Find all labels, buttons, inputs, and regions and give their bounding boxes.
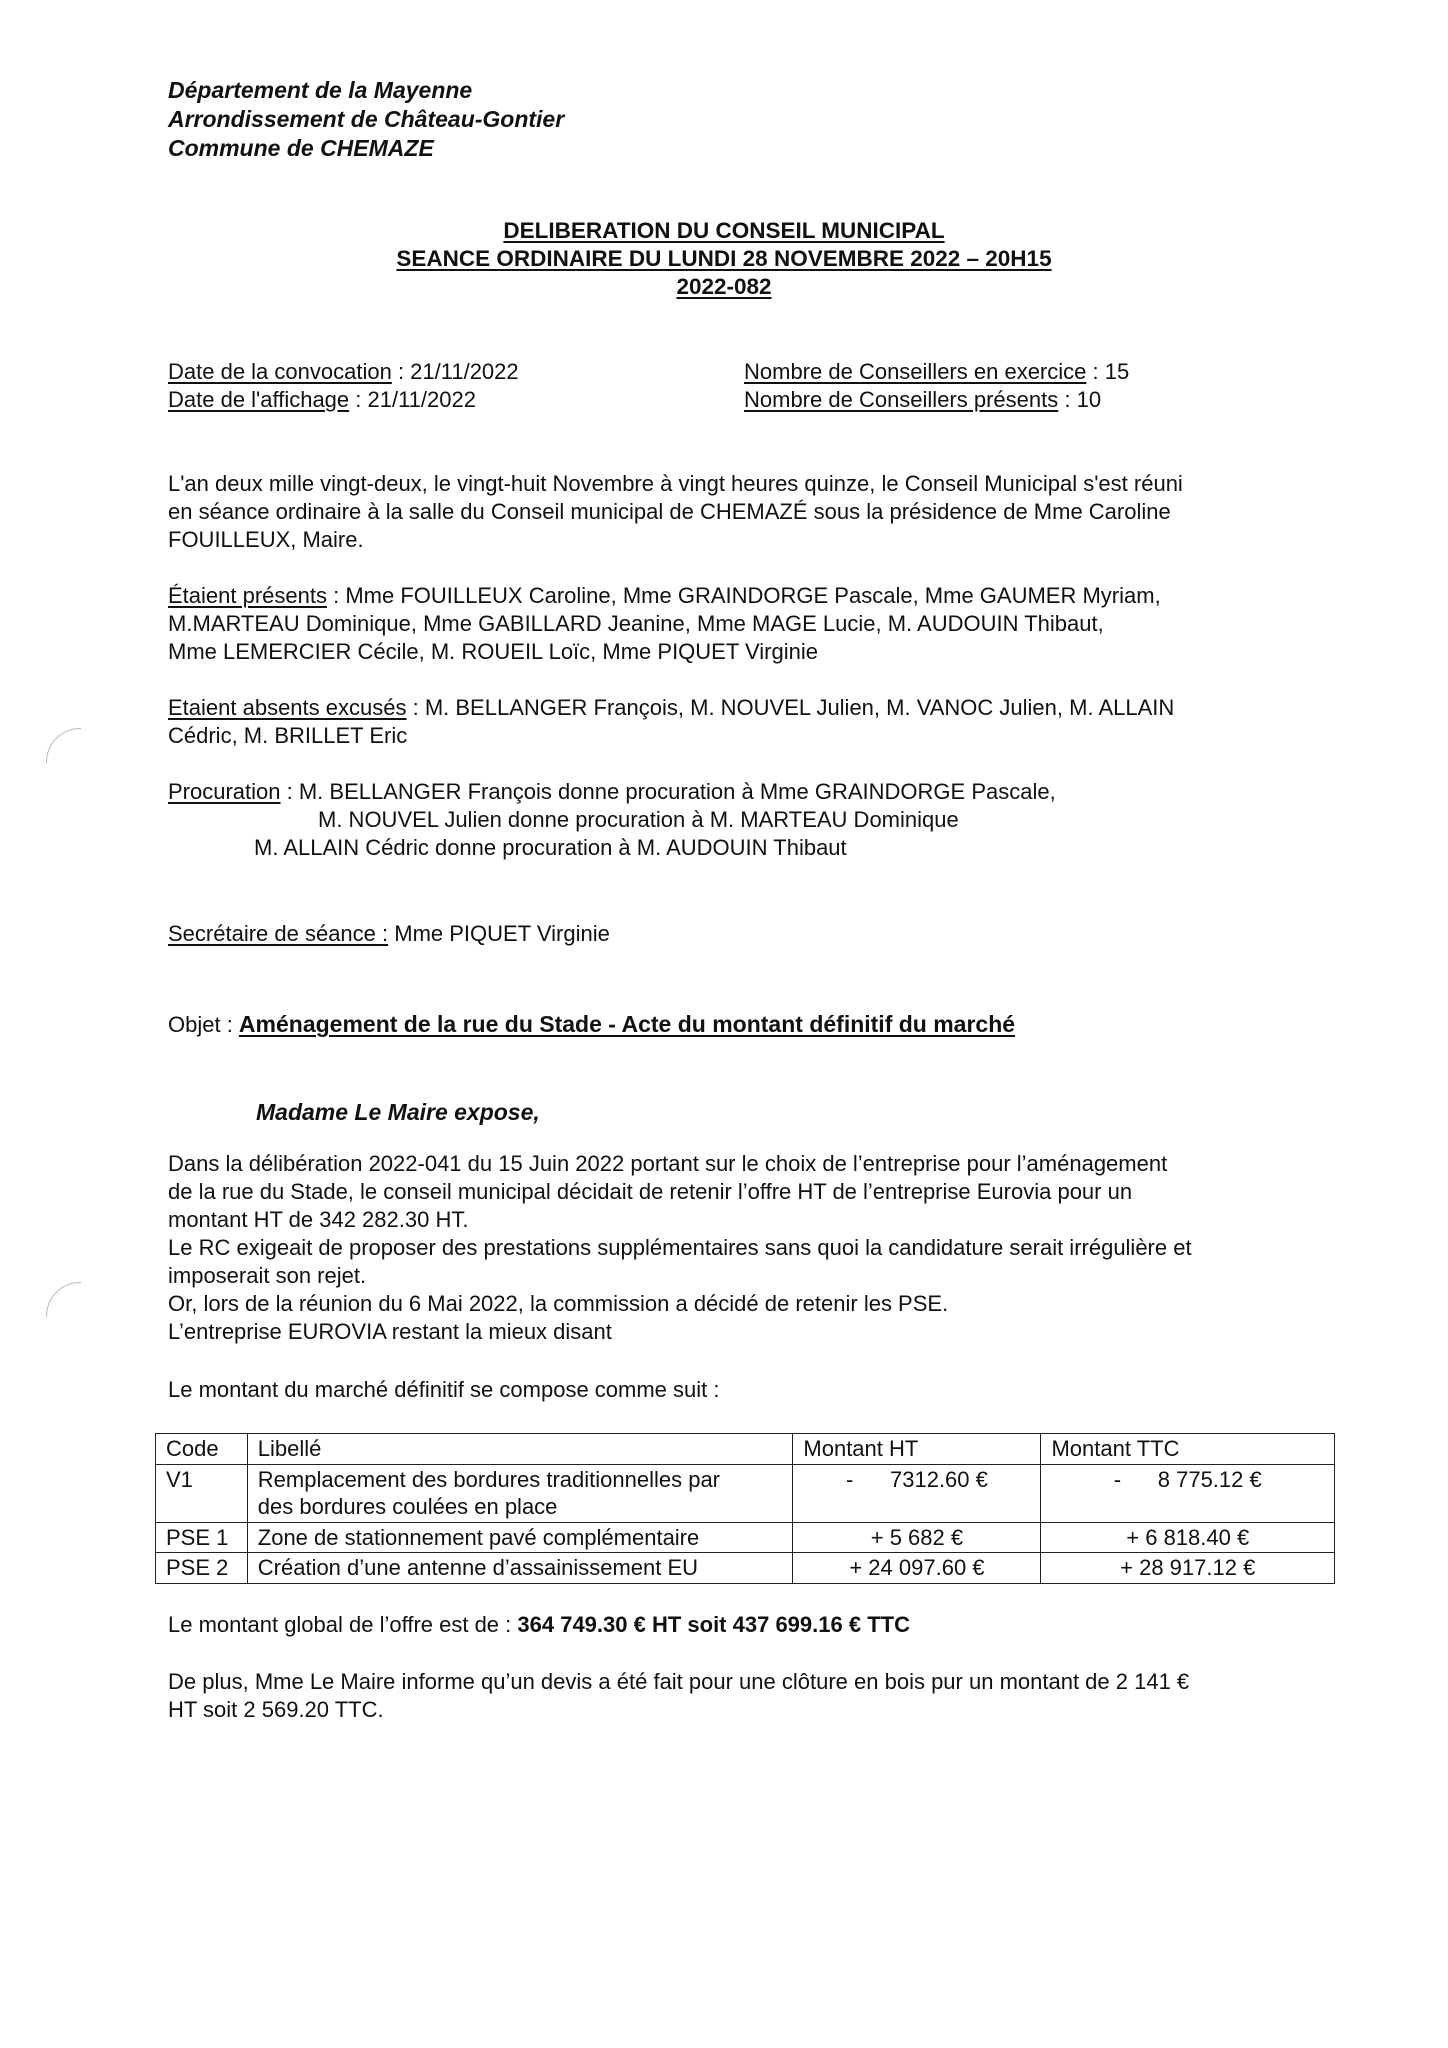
punch-hole-mark — [46, 1282, 81, 1317]
cell-code: V1 — [156, 1464, 248, 1522]
body-line-6: Or, lors de la réunion du 6 Mai 2022, la commission a décidé de retenir les PSE. — [168, 1290, 949, 1316]
cell-montant-ht: + 5 682 € — [793, 1522, 1041, 1553]
objet-line — [168, 1010, 1015, 1039]
body-line-1: Dans la délibération 2022-041 du 15 Juin 2022 portant sur le choix de l’entreprise pour l’aménagement — [168, 1151, 1168, 1176]
body-line-2: de la rue du Stade, le conseil municipal décidait de retenir l’offre HT de l’entreprise Eurovia pour un — [168, 1178, 1133, 1204]
cell-libelle: Création d’une antenne d’assainissement EU — [247, 1553, 793, 1584]
title-line-2: SEANCE ORDINAIRE DU LUNDI 28 NOVEMBRE 2022 – 20H15 — [396, 245, 1052, 271]
meta-convocation — [168, 358, 519, 386]
body-paragraph — [168, 1150, 1323, 1346]
affichage-label: Date de l'affichage — [168, 386, 350, 412]
secretaire-label: Secrétaire de séance : — [168, 921, 389, 946]
presents-line-2: M.MARTEAU Dominique, Mme GABILLARD Jeanine, Mme MAGE Lucie, M. AUDOUIN Thibaut, — [168, 610, 1104, 636]
devis-line-2: HT soit 2 569.20 TTC. — [168, 1696, 384, 1722]
presents-label: Étaient présents — [168, 583, 327, 608]
absents-paragraph — [168, 694, 1323, 750]
presents-paragraph — [168, 582, 1323, 666]
meta-counts — [744, 358, 1129, 414]
procuration-paragraph — [168, 778, 1056, 862]
table-intro: Le montant du marché définitif se compose comme suit : — [168, 1377, 720, 1402]
total-amount: 364 749.30 € HT soit 437 699.16 € TTC — [517, 1612, 910, 1637]
cell-libelle: Remplacement des bordures traditionnelles par des bordures coulées en place — [247, 1464, 793, 1522]
procuration-line-3: M. ALLAIN Cédric donne procuration à M. AUDOUIN Thibaut — [254, 834, 847, 860]
intro-line-3: FOUILLEUX, Maire. — [168, 526, 364, 552]
absents-label: Etaient absents excusés — [168, 695, 407, 720]
cell-montant-ttc: + 6 818.40 € — [1041, 1522, 1335, 1553]
procuration-line-2: M. NOUVEL Julien donne procuration à M. MARTEAU Dominique — [318, 806, 959, 832]
body-line-3: montant HT de 342 282.30 HT. — [168, 1206, 469, 1232]
devis-paragraph — [168, 1668, 1323, 1724]
intro-line-2: en séance ordinaire à la salle du Conseil municipal de CHEMAZÉ sous la présidence de Mme Caroline — [168, 498, 1171, 524]
body-line-7: L’entreprise EUROVIA restant la mieux disant — [168, 1318, 612, 1344]
convocation-label: Date de la convocation — [168, 359, 392, 384]
expose-heading: Madame Le Maire expose, — [256, 1099, 540, 1125]
total-prefix: Le montant global de l’offre est de : — [168, 1612, 518, 1637]
body-line-4: Le RC exigeait de proposer des prestations supplémentaires sans quoi la candidature serait irrégulière et — [168, 1234, 1192, 1260]
intro-paragraph — [168, 470, 1323, 554]
cell-montant-ttc: - 8 775.12 € — [1041, 1464, 1335, 1522]
punch-hole-mark — [46, 728, 81, 763]
presents-line-3: Mme LEMERCIER Cécile, M. ROUEIL Loïc, Mme PIQUET Virginie — [168, 638, 818, 664]
header-code: Code — [156, 1434, 248, 1465]
table-header-row — [156, 1434, 1335, 1465]
header-departement: Département de la Mayenne — [168, 77, 473, 103]
cell-libelle: Zone de stationnement pavé complémentaire — [247, 1522, 793, 1553]
intro-line-1: L'an deux mille vingt-deux, le vingt-huit Novembre à vingt heures quinze, le Conseil Municipal s'est réuni — [168, 471, 1183, 496]
procuration-label: Procuration — [168, 779, 281, 804]
affichage-value: : 21/11/2022 — [349, 386, 476, 412]
secretaire-value: Mme PIQUET Virginie — [388, 921, 610, 946]
meta-exercice — [744, 358, 1129, 386]
convocation-value: : 21/11/2022 — [391, 359, 519, 384]
cell-code: PSE 2 — [156, 1553, 248, 1584]
exercice-label: Nombre de Conseillers en exercice — [744, 359, 1087, 384]
header-arrondissement: Arrondissement de Château-Gontier — [168, 106, 565, 133]
procuration-line-1: : M. BELLANGER François donne procuration à Mme GRAINDORGE Pascale, — [280, 779, 1056, 804]
meta-dates — [168, 358, 519, 414]
table-row — [156, 1553, 1335, 1584]
absents-line-2: Cédric, M. BRILLET Eric — [168, 722, 408, 748]
document-header — [168, 76, 564, 164]
header-montant-ht: Montant HT — [793, 1434, 1041, 1465]
total-line — [168, 1611, 910, 1639]
presents-label: Nombre de Conseillers présents — [744, 386, 1059, 412]
table-row — [156, 1522, 1335, 1553]
cell-code: PSE 1 — [156, 1522, 248, 1553]
absents-line-1: : M. BELLANGER François, M. NOUVEL Julien, M. VANOC Julien, M. ALLAIN — [406, 695, 1175, 720]
body-line-5: imposerait son rejet. — [168, 1262, 367, 1288]
title-number: 2022-082 — [676, 273, 772, 299]
header-libelle: Libellé — [247, 1434, 793, 1465]
deliberation-title — [0, 217, 1448, 301]
presents-line-1: : Mme FOUILLEUX Caroline, Mme GRAINDORGE Pascale, Mme GAUMER Myriam, — [326, 583, 1161, 608]
meta-presents — [744, 386, 1129, 414]
secretaire-line — [168, 920, 610, 948]
devis-line-1: De plus, Mme Le Maire informe qu’un devis a été fait pour une clôture en bois pur un montant de 2 141 € — [168, 1669, 1190, 1694]
header-commune: Commune de CHEMAZE — [168, 135, 434, 162]
objet-label: Objet : — [168, 1012, 239, 1037]
meta-affichage — [168, 386, 519, 414]
exercice-value: : 15 — [1086, 359, 1130, 384]
cell-montant-ht: - 7312.60 € — [793, 1464, 1041, 1522]
objet-subject: Aménagement de la rue du Stade - Acte du montant définitif du marché — [238, 1011, 1016, 1037]
cell-montant-ttc: + 28 917.12 € — [1041, 1553, 1335, 1584]
market-table — [155, 1433, 1335, 1584]
presents-value: : 10 — [1058, 386, 1102, 412]
cell-montant-ht: + 24 097.60 € — [793, 1553, 1041, 1584]
header-montant-ttc: Montant TTC — [1041, 1434, 1335, 1465]
table-row — [156, 1464, 1335, 1522]
title-line-1: DELIBERATION DU CONSEIL MUNICIPAL — [503, 218, 945, 243]
